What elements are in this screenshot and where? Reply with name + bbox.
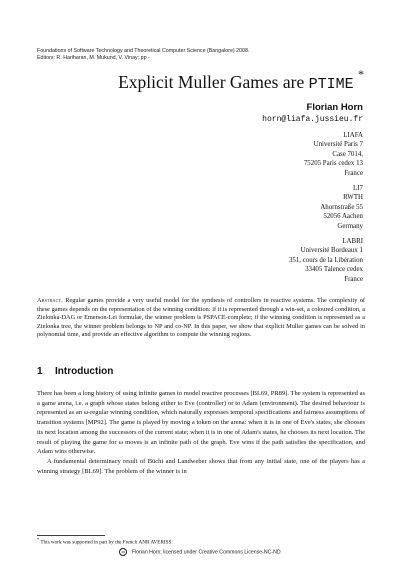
affiliation-line: France	[344, 169, 363, 177]
affiliation-line: France	[344, 275, 363, 283]
footnote-rule	[37, 535, 105, 536]
affiliation-rwth	[123, 184, 363, 231]
title-ptime: PTIME	[308, 75, 354, 93]
footnote-project: ANR AVERISS.	[138, 539, 173, 546]
affiliation-line: 52056 Aachen	[323, 213, 363, 221]
author-email: horn@liafa.jussieu.fr	[262, 115, 363, 124]
affiliation-line: 351, cours de la Libération	[288, 256, 363, 264]
body-text	[37, 389, 365, 476]
affiliation-line: Germany	[337, 222, 363, 230]
abstract-text: Regular games provide a very useful model for the synthesis of controllers in reactive systems. The complexity of these games depends on the representation of the winning condition: if it is represented through a win-set, a coloured condition, a Zielonka-DAG or Emerson-Lei formulae, the winner problem is PSPACE-complete; if the winning condition is represented as a Zielonka tree, the winner problem belongs to NP and co-NP. In this paper, we show that explicit Muller games can be solved in polynomial time, and provide an effective algorithm to compute the winning regions.	[37, 297, 366, 339]
affiliation-line: 33405 Talence cedex	[305, 266, 363, 274]
license-text: Florian Horn; licensed under Creative Commons License-NC-ND	[131, 549, 281, 556]
proceedings-line: Foundations of Software Technology and Theoretical Computer Science (Bangalore) 2008.	[37, 48, 250, 54]
paper-title	[0, 67, 364, 93]
affiliation-line: Université Bordeaux 1	[300, 247, 363, 255]
license-line	[0, 548, 400, 556]
affiliation-line: RWTH	[343, 194, 363, 202]
author-block	[123, 102, 363, 284]
affiliation-line: Ahornstraße 55	[320, 203, 363, 211]
affiliation-line: 75205 Paris cedex 13	[303, 160, 363, 168]
footnote-marker: *	[37, 537, 40, 542]
affiliation-line: LI7	[353, 185, 363, 193]
author-name: Florian Horn	[306, 102, 363, 113]
editors-line: Editors: R. Hariharan, M. Mukund, V. Vinay; pp -	[37, 55, 150, 61]
section-heading	[37, 366, 113, 377]
affiliation-line: LABRI	[342, 238, 363, 246]
affiliation-line: Université Paris 7	[313, 141, 363, 149]
title-text: Explicit Muller Games are	[118, 71, 305, 92]
footnote-text: This work was supported in part by the French	[40, 539, 138, 546]
affiliation-labri	[123, 237, 363, 284]
affiliation-liafa	[123, 131, 363, 178]
affiliation-line: Case 7014,	[332, 150, 363, 158]
affiliation-line: LIAFA	[343, 132, 363, 139]
abstract	[37, 297, 365, 340]
paragraph: There has been a long history of using infinite games to model reactive processes [BL69, PR89]. The system is represented as a game arena, i.e. a graph whose states belong either to Eve (controller) or to Adam (environment). The desired behaviour is represented as an ω-regular winning condition, which naturally expresses temporal specifications and fairness assumptions of transition systems [MP92]. The game is played by moving a token on the arena: when it is in one of Eve's states, she chooses its next location among the successors of the current state; when it is in one of Adam's states, he chooses its next location. The result of playing the game for ω moves is an infinite path of the graph. Eve wins if the path satisfies the specification, and Adam wins otherwise.	[37, 390, 365, 456]
creative-commons-icon: cc	[119, 548, 127, 556]
footnote	[37, 537, 365, 546]
abstract-label: Abstract.	[37, 297, 63, 304]
title-footnote-marker: *	[358, 67, 364, 81]
section-number: 1	[37, 366, 43, 377]
proceedings-header	[37, 48, 337, 62]
section-title-text: Introduction	[55, 366, 114, 377]
paragraph: A fundamental determinacy result of Büchi and Landweber shows that from any initial state, one of the players has a winning strategy [BL69]. The problem of the winner is in	[37, 457, 365, 475]
